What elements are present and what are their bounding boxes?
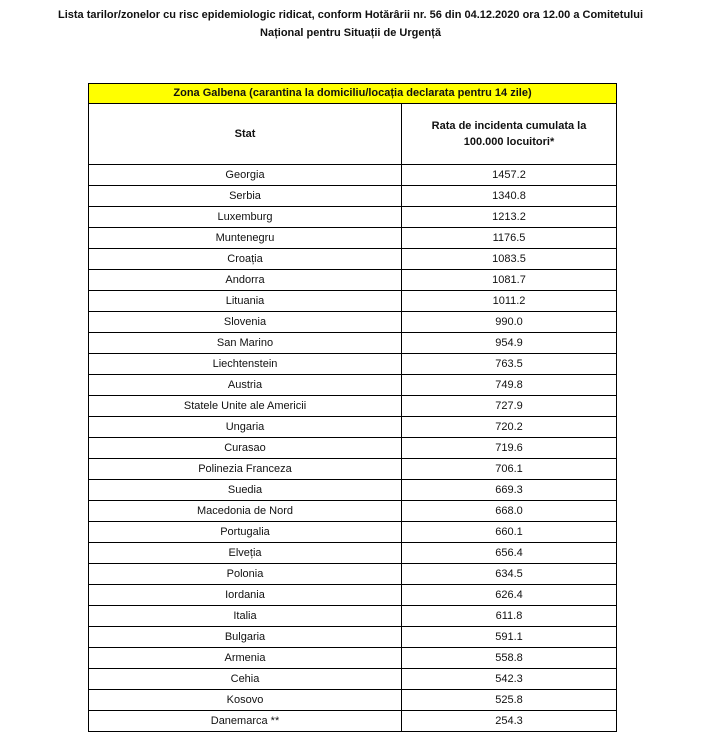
rate-cell: 542.3 [402,669,617,690]
rate-cell: 1457.2 [402,165,617,186]
stat-cell: Iordania [89,585,402,606]
rate-cell: 720.2 [402,417,617,438]
document-title-line-1: Lista tarilor/zonelor cu risc epidemiologic ridicat, conform Hotărârii nr. 56 din 04.12.2020 ora 12.00 a Comitetului [57,9,643,21]
table-row [89,354,617,375]
stat-cell: Macedonia de Nord [89,501,402,522]
table-row [89,564,617,585]
rate-cell: 1213.2 [402,207,617,228]
stat-cell: Danemarca ** [89,711,402,732]
table-row [89,627,617,648]
table-row [89,270,617,291]
stat-cell: Liechtenstein [89,354,402,375]
stat-cell: Muntenegru [89,228,402,249]
table-row [89,417,617,438]
rate-cell: 558.8 [402,648,617,669]
column-header-rate [402,104,617,165]
rate-cell: 634.5 [402,564,617,585]
rate-cell: 749.8 [402,375,617,396]
rate-cell: 525.8 [402,690,617,711]
table-row [89,522,617,543]
stat-cell: Armenia [89,648,402,669]
stat-cell: Cehia [89,669,402,690]
column-header-stat: Stat [89,104,402,165]
rate-cell: 706.1 [402,459,617,480]
table-row [89,165,617,186]
stat-cell: Statele Unite ale Americii [89,396,402,417]
zone-banner-row [89,84,617,104]
table-row [89,249,617,270]
table-row [89,585,617,606]
stat-cell: Polinezia Franceza [89,459,402,480]
stat-cell: Curasao [89,438,402,459]
rate-cell: 990.0 [402,312,617,333]
stat-cell: Andorra [89,270,402,291]
stat-cell: Lituania [89,291,402,312]
stat-cell: Croația [89,249,402,270]
rate-cell: 591.1 [402,627,617,648]
table-row [89,375,617,396]
document-title [0,6,701,42]
rate-cell: 719.6 [402,438,617,459]
table-row [89,690,617,711]
table-row [89,396,617,417]
zone-banner: Zona Galbena (carantina la domiciliu/locația declarata pentru 14 zile) [89,84,617,104]
stat-cell: Kosovo [89,690,402,711]
rate-cell: 626.4 [402,585,617,606]
table-row [89,501,617,522]
document-title-line-2: Național pentru Situații de Urgență [260,27,441,39]
rate-cell: 669.3 [402,480,617,501]
rate-cell: 660.1 [402,522,617,543]
rate-cell: 1083.5 [402,249,617,270]
table-row [89,480,617,501]
table-row [89,648,617,669]
rate-cell: 727.9 [402,396,617,417]
rate-cell: 954.9 [402,333,617,354]
stat-cell: Slovenia [89,312,402,333]
table-row [89,228,617,249]
table-row [89,312,617,333]
table-body [89,165,617,732]
rate-cell: 1011.2 [402,291,617,312]
table-row [89,711,617,732]
rate-cell: 656.4 [402,543,617,564]
stat-cell: San Marino [89,333,402,354]
stat-cell: Luxemburg [89,207,402,228]
stat-cell: Elveția [89,543,402,564]
table-row [89,669,617,690]
stat-cell: Bulgaria [89,627,402,648]
rate-cell: 1340.8 [402,186,617,207]
column-header-row [89,104,617,165]
table-row [89,606,617,627]
stat-cell: Italia [89,606,402,627]
table-row [89,333,617,354]
table-row [89,438,617,459]
rate-cell: 254.3 [402,711,617,732]
table-row [89,186,617,207]
stat-cell: Serbia [89,186,402,207]
stat-cell: Georgia [89,165,402,186]
stat-cell: Ungaria [89,417,402,438]
column-header-rate-line-1: Rata de incidenta cumulata la [431,120,587,132]
table-row [89,543,617,564]
rate-cell: 1176.5 [402,228,617,249]
table-row [89,459,617,480]
rate-cell: 763.5 [402,354,617,375]
column-header-rate-line-2: 100.000 locuitori* [463,136,555,148]
stat-cell: Austria [89,375,402,396]
stat-cell: Polonia [89,564,402,585]
stat-cell: Portugalia [89,522,402,543]
stat-cell: Suedia [89,480,402,501]
rate-cell: 1081.7 [402,270,617,291]
table-row [89,207,617,228]
rate-cell: 611.8 [402,606,617,627]
rate-cell: 668.0 [402,501,617,522]
risk-zone-table [88,83,617,732]
table-row [89,291,617,312]
